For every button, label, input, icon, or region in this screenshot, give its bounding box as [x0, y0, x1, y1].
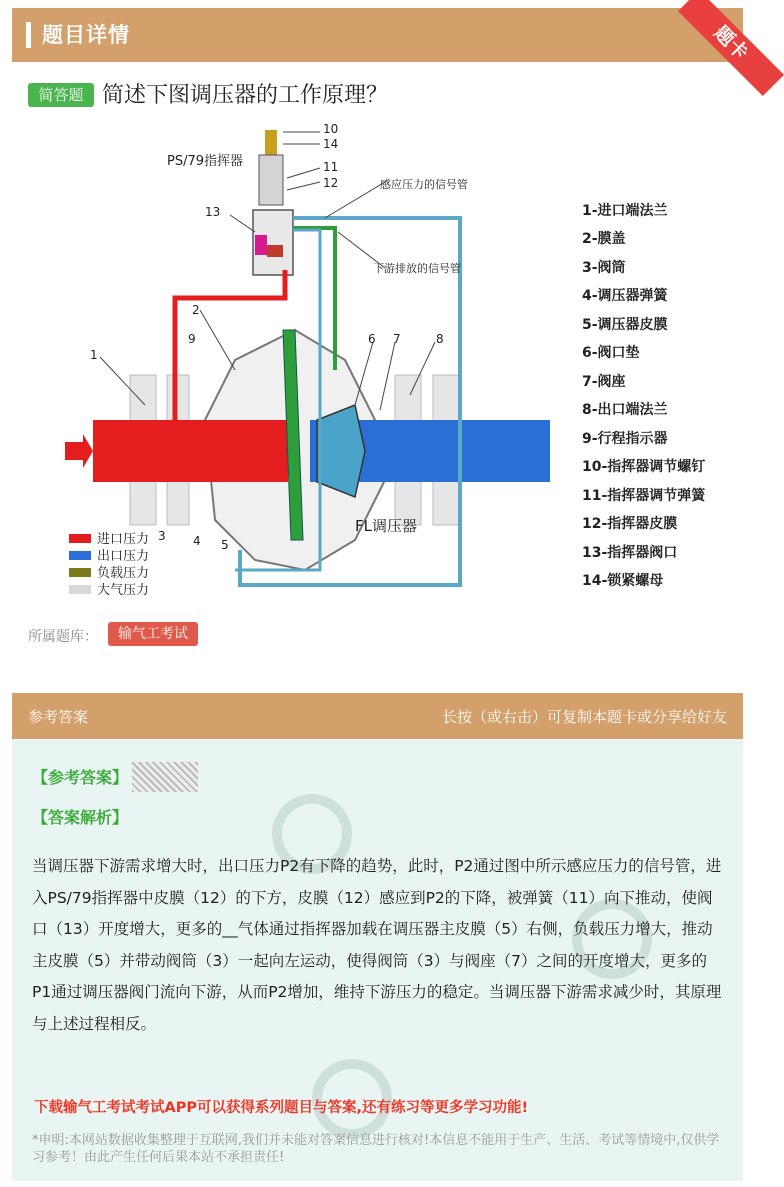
parts-list-item: 11-指挥器调节弹簧 [582, 488, 706, 504]
header-accent-bar [26, 22, 31, 48]
callout-number: 14 [323, 137, 339, 151]
callout-number: 3 [158, 529, 166, 543]
callout-number: 9 [188, 332, 196, 346]
parts-list-item: 12-指挥器皮膜 [582, 516, 678, 532]
callout-number: 11 [323, 160, 339, 174]
callout-number: 13 [205, 205, 221, 219]
app-download-promo[interactable]: 下载输气工考试考试APP可以获得系列题目与答案,还有练习等更多学习功能! [34, 1100, 529, 1116]
legend-item: 大气压力 [69, 579, 149, 598]
share-hint: 长按（或右击）可复制本题卡或分享给好友 [441, 708, 727, 726]
parts-list-item: 13-指挥器阀口 [582, 545, 678, 561]
callout-number: 12 [323, 176, 339, 190]
reference-answer-image [132, 762, 198, 792]
sense-line-label: 感应压力的信号管 [380, 178, 468, 191]
callout-number: 5 [221, 538, 229, 552]
legend-swatch [69, 585, 91, 594]
parts-list-item: 1-进口端法兰 [582, 203, 668, 219]
answer-card-body [12, 739, 743, 1181]
callout-number: 4 [193, 534, 201, 548]
question-bank-tag[interactable]: 输气工考试 [108, 622, 198, 646]
legend-swatch [69, 551, 91, 560]
legend-item: 负载压力 [69, 562, 149, 581]
parts-list-item: 6-阀口垫 [582, 345, 640, 361]
callout-number: 7 [393, 332, 401, 346]
parts-list-item: 9-行程指示器 [582, 431, 668, 447]
callout-number: 6 [368, 332, 376, 346]
page-title: 题目详情 [42, 23, 130, 47]
legend-item: 出口压力 [69, 545, 149, 564]
answer-card-title: 参考答案 [28, 708, 89, 726]
card-corner-tag: 题卡 [678, 0, 784, 96]
page-header [12, 8, 753, 65]
regulator-diagram [55, 120, 720, 605]
parts-list-item: 3-阀筒 [582, 260, 626, 276]
downstream-line-label: 下游排放的信号管 [373, 262, 461, 275]
analysis-title: 【答案解析】 [32, 808, 129, 827]
question-text: 简述下图调压器的工作原理？ [102, 83, 389, 108]
parts-list-item: 7-阀座 [582, 374, 626, 390]
question-bank-label: 所属题库： [28, 629, 98, 645]
parts-list-item: 8-出口端法兰 [582, 402, 668, 418]
parts-list-item: 2-膜盖 [582, 231, 626, 247]
parts-list-item: 4-调压器弹簧 [582, 288, 668, 304]
parts-list-item: 10-指挥器调节螺钉 [582, 459, 706, 475]
reference-answer-title: 【参考答案】 [32, 768, 129, 787]
answer-card-header [12, 693, 743, 739]
question-type-badge: 简答题 [28, 83, 94, 107]
callout-number: 1 [90, 348, 98, 362]
parts-list-item: 14-锁紧螺母 [582, 573, 664, 589]
callout-number: 2 [192, 303, 200, 317]
analysis-text: 当调压器下游需求增大时，出口压力P2有下降的趋势，此时，P2通过图中所示感应压力的信号管，进入PS/79指挥器中皮膜（12）的下方，皮膜（12）感应到P2的下降，被弹簧（11）向下推动，使阀口（13）开度增大，更多的__气体通过指挥器加载在调压器主皮膜（5）右侧，负载压力增大，推动主皮膜（5）并带动阀筒（3）一起向左运动，使得阀筒（3）与阀座（7）之间的开度增大，更多的P1通过调压器阀门流向下游，从而P2增加，维持下游压力的稳定。当调压器下游需求减少时，其原理与上述过程相反。 [32, 857, 722, 1033]
callout-number: 8 [436, 332, 444, 346]
regulator-label: FL调压器 [355, 517, 417, 535]
callout-number: 10 [323, 122, 339, 136]
legend-swatch [69, 534, 91, 543]
disclaimer-text: *申明:本网站数据收集整理于互联网,我们并未能对答案信息进行核对!本信息不能用于生产、生活、考试等情境中,仅供学习参考！由此产生任何后果本站不承担责任! [32, 1133, 720, 1165]
pilot-label: PS/79指挥器 [167, 154, 244, 169]
legend-item: 进口压力 [69, 528, 149, 547]
parts-list-item: 5-调压器皮膜 [582, 317, 668, 333]
legend-swatch [69, 568, 91, 577]
